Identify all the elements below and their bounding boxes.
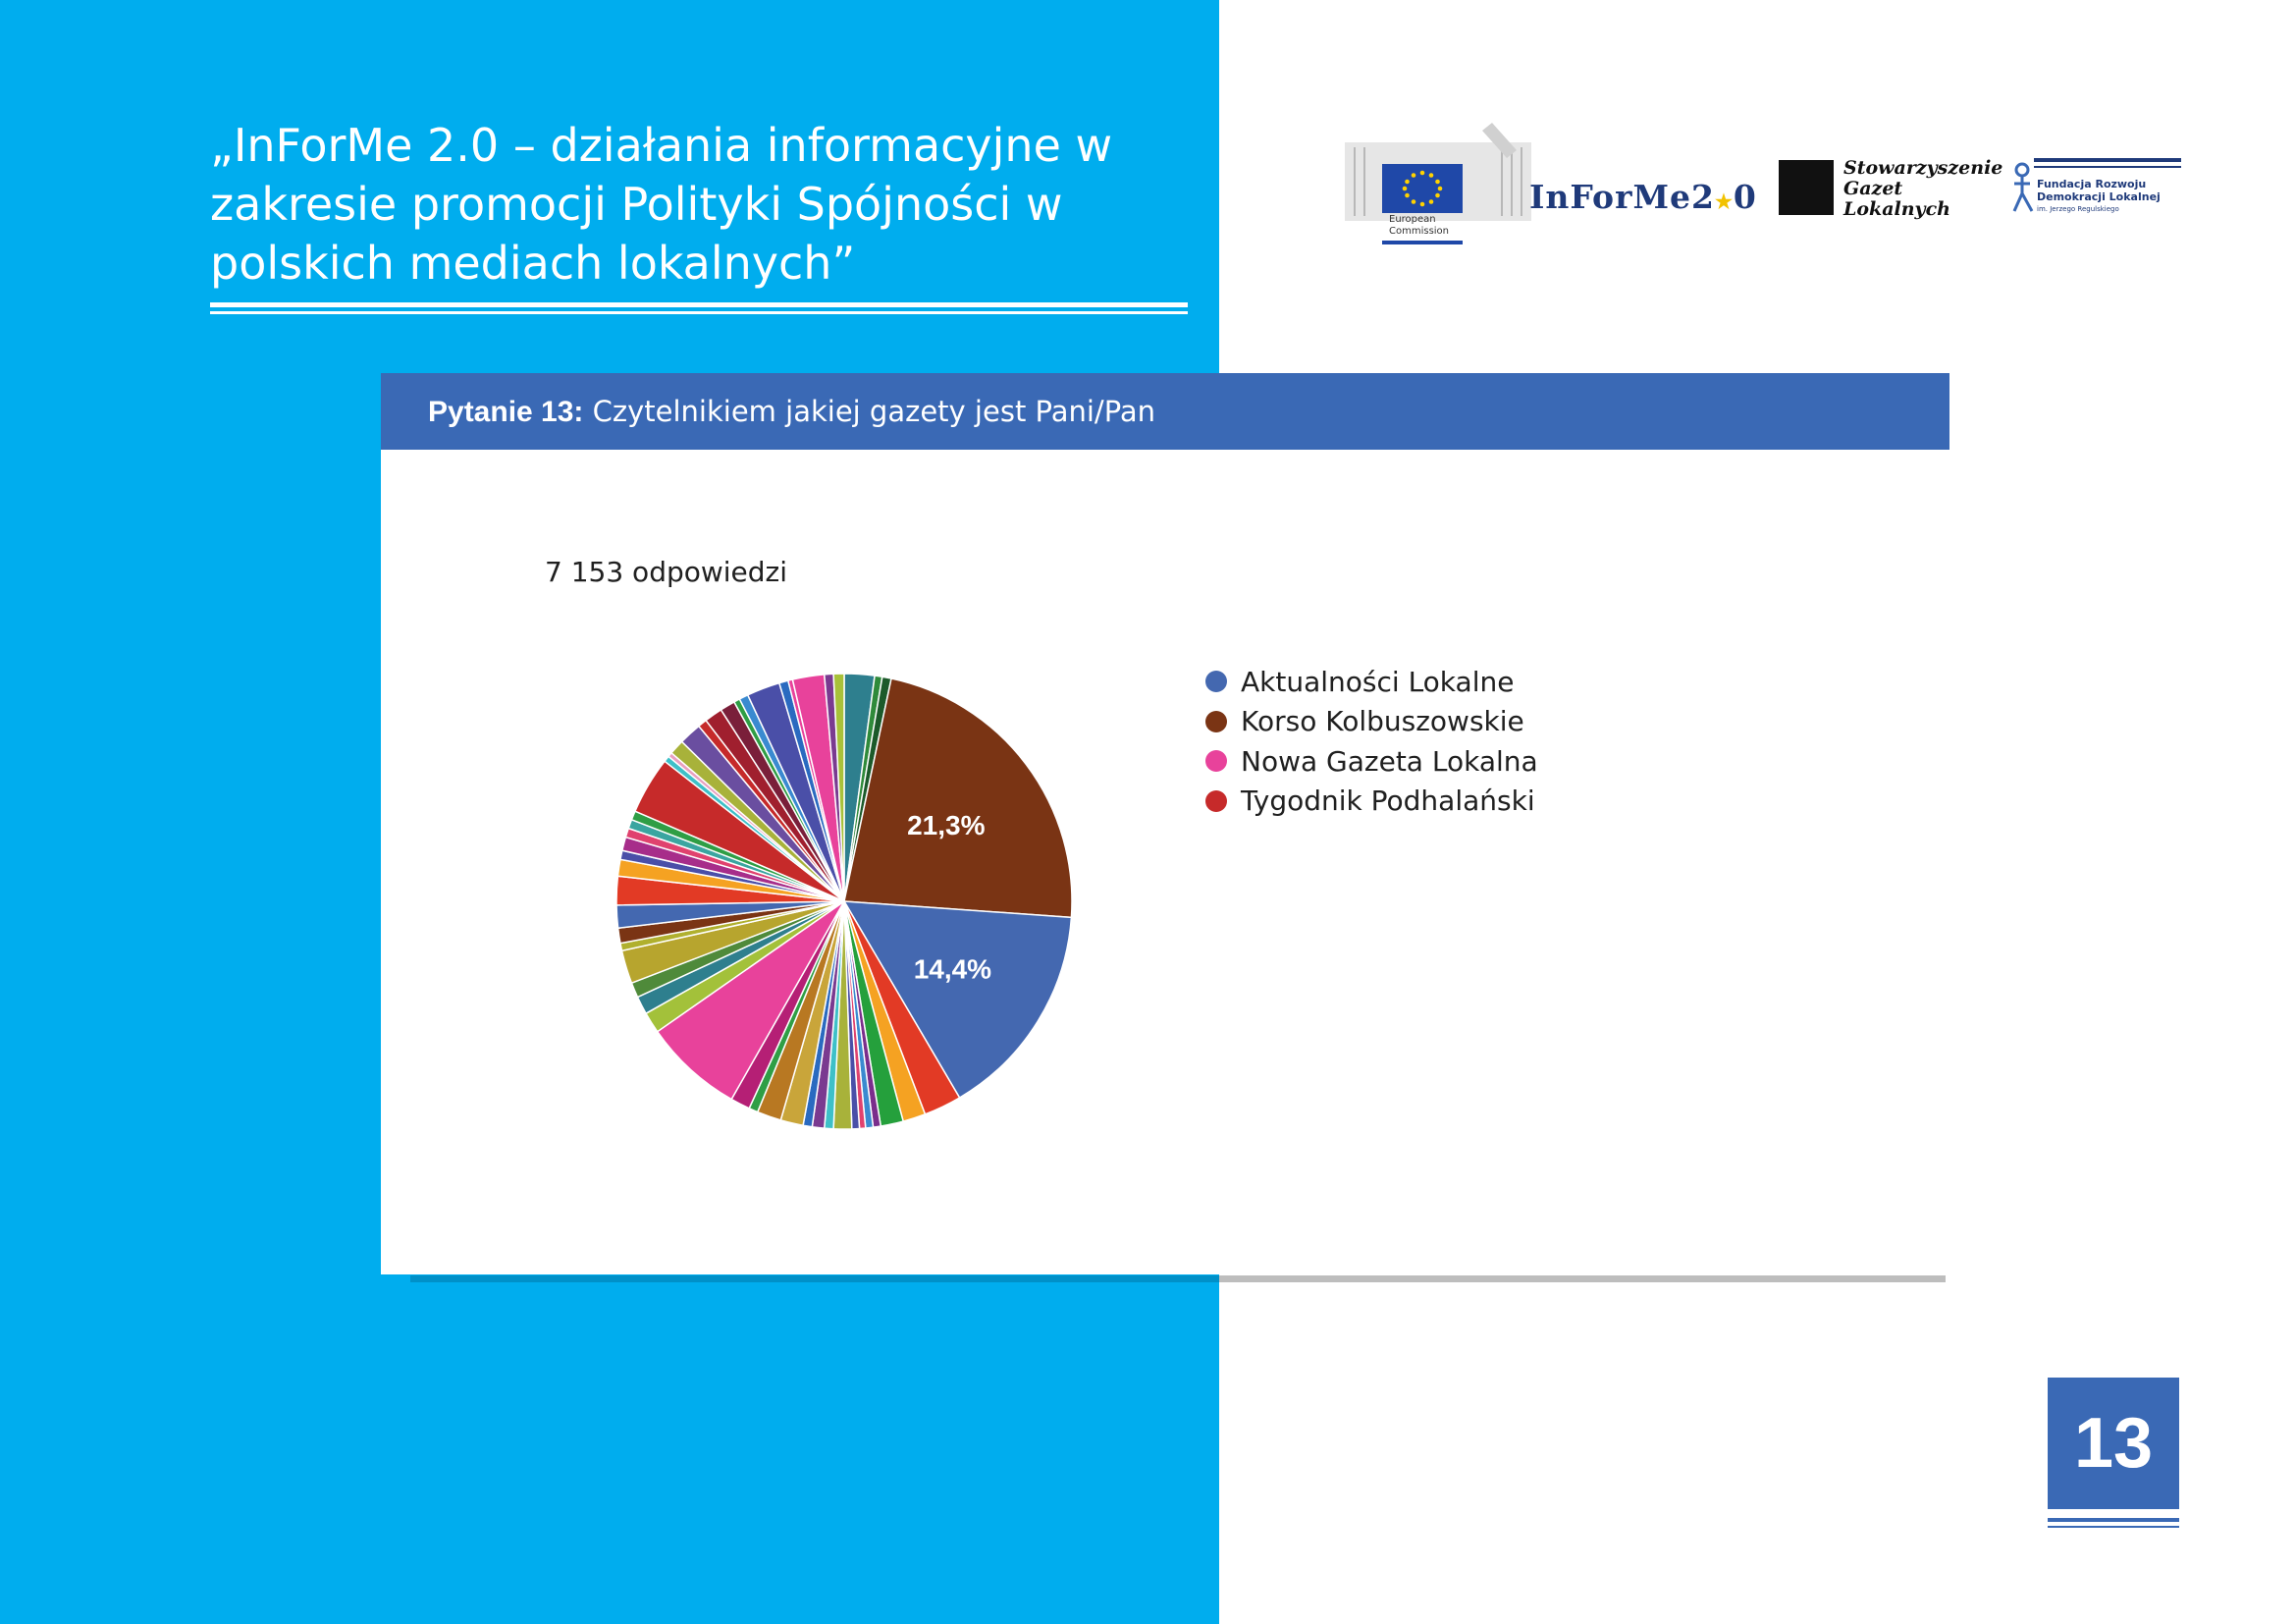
legend-item — [1205, 662, 1538, 702]
pie-slice-label: 14,4% — [913, 953, 992, 985]
page-number: 13 — [2048, 1378, 2179, 1509]
legend-item — [1205, 782, 1538, 822]
legend-color-dot-icon — [1205, 790, 1227, 812]
legend-label: Nowa Gazeta Lokalna — [1241, 744, 1538, 778]
sgl-line1: Stowarzyszenie — [1843, 157, 2003, 179]
frdl-line1: Fundacja Rozwoju — [2037, 178, 2147, 190]
frdl-logo-text — [2037, 178, 2161, 216]
legend-label: Korso Kolbuszowskie — [1241, 705, 1524, 738]
page-number-rule-thin — [2048, 1526, 2179, 1528]
sgl-logo-text — [1843, 158, 2002, 220]
card-shadow-grey — [1219, 1275, 1946, 1282]
question-text — [428, 395, 1155, 429]
european-commission-logo — [1345, 123, 1531, 250]
responses-count: 7 153 odpowiedzi — [545, 556, 788, 588]
partner-logos — [1335, 123, 2179, 260]
chart-legend — [1205, 662, 1538, 821]
star-icon: ★ — [1714, 189, 1734, 213]
legend-label: Aktualności Lokalne — [1241, 665, 1515, 698]
legend-item — [1205, 741, 1538, 782]
informe-logo — [1529, 178, 1757, 216]
page-number-rule-thick — [2048, 1518, 2179, 1522]
legend-item — [1205, 702, 1538, 742]
informe-logo-suffix: 0 — [1733, 178, 1757, 216]
sgl-line3: Lokalnych — [1843, 198, 1950, 220]
legend-color-dot-icon — [1205, 711, 1227, 732]
legend-color-dot-icon — [1205, 671, 1227, 692]
title-rule-thick — [210, 302, 1188, 307]
sgl-line2: Gazet — [1843, 178, 1903, 199]
newspaper-stack-icon — [1779, 160, 1834, 215]
pie-chart — [609, 666, 1080, 1137]
ec-caption-line2: Commission — [1389, 226, 1450, 237]
legend-label: Tygodnik Podhalański — [1241, 785, 1535, 818]
chart-card — [381, 373, 1949, 1274]
frdl-lines-icon — [2034, 158, 2181, 174]
question-label: Pytanie 13: — [428, 396, 584, 428]
question-body: Czytelnikiem jakiej gazety jest Pani/Pan — [583, 395, 1156, 428]
question-header — [381, 373, 1949, 450]
page-title: „InForMe 2.0 – działania informacyjne w zakresie promocji Polityki Spójności w polskich mediach lokalnych” — [210, 119, 1113, 290]
european-commission-caption — [1389, 214, 1468, 238]
informe-logo-prefix: InForMe2 — [1529, 178, 1715, 216]
title-rule-thin — [210, 311, 1188, 314]
pie-slice-label: 21,3% — [907, 809, 986, 840]
frdl-line3: im. Jerzego Regulskiego — [2037, 205, 2119, 213]
frdl-line2: Demokracji Lokalnej — [2037, 190, 2161, 203]
legend-color-dot-icon — [1205, 750, 1227, 772]
card-shadow-blue — [410, 1275, 1219, 1282]
ec-caption-line1: European — [1389, 214, 1436, 225]
